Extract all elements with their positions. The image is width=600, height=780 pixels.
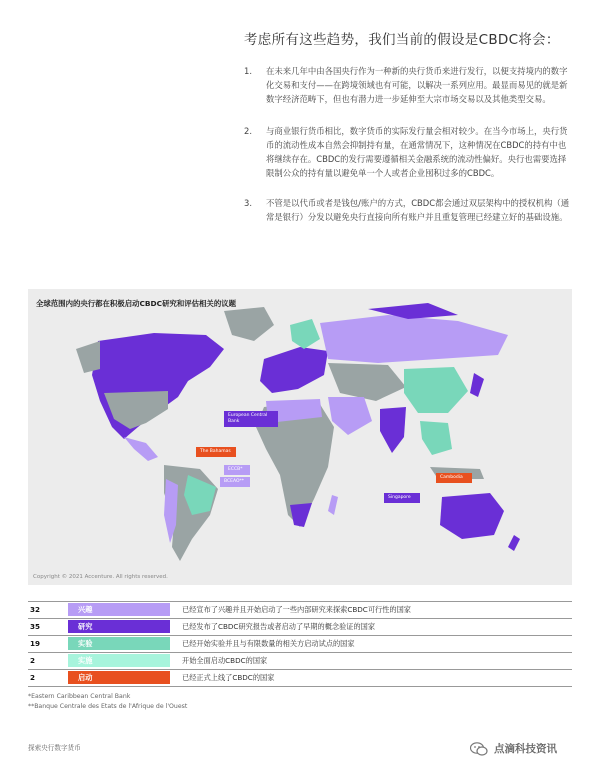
greenland-shape — [224, 307, 274, 341]
point-3 — [244, 196, 574, 224]
singapore-label: Singapore — [384, 493, 420, 503]
legend-table — [28, 601, 572, 687]
point-number: 1. — [244, 66, 252, 76]
cbdc-world-map-panel — [28, 289, 572, 585]
map-title: 全球范围内的央行都在积极启动CBDC研究和评估相关的议题 — [36, 299, 236, 308]
scandinavia-shape — [290, 319, 320, 349]
footnotes — [28, 692, 187, 712]
legend-description: 已经正式上线了CBDC的国家 — [182, 673, 275, 682]
legend-row — [28, 635, 572, 652]
legend-description: 已经宣布了兴趣并且开始启动了一些内部研究来探索CBDC可行性的国家 — [182, 605, 411, 614]
cambodia-label: Cambodia — [436, 473, 472, 483]
russia-shape — [320, 315, 508, 363]
legend-swatch: 实施 — [68, 654, 170, 667]
india-shape — [380, 407, 406, 453]
central-america-shape — [124, 437, 158, 461]
page-heading: 考虑所有这些趋势，我们当前的假设是CBDC将会： — [244, 32, 560, 48]
legend-count: 2 — [30, 656, 36, 665]
legend-description: 已经开始实验并且与有限数量的相关方启动试点的国家 — [182, 639, 355, 648]
point-2 — [244, 124, 574, 180]
point-text: 在未来几年中由各国央行作为一种新的央行货币来进行发行，以便支持境内的数字化交易和支付——在跨境领域也有可能，以解决一系列应用。最显而易见的就是新数字经济范畴下，但也有潜力进一步延伸至大宗市场交易以及其他类型交易。 — [266, 66, 568, 104]
legend-swatch: 启动 — [68, 671, 170, 684]
legend-swatch: 兴趣 — [68, 603, 170, 616]
map-copyright: Copyright © 2021 Accenture. All rights reserved. — [33, 574, 168, 580]
point-number: 2. — [244, 126, 252, 136]
new-zealand-shape — [508, 535, 520, 551]
point-number: 3. — [244, 198, 252, 208]
china-shape — [404, 367, 468, 413]
north-america-shape — [92, 333, 224, 439]
alaska-shape — [76, 341, 100, 373]
footer-section-title: 探索央行数字货币 — [28, 744, 81, 752]
legend-count: 2 — [30, 673, 36, 682]
japan-shape — [470, 373, 484, 397]
legend-row — [28, 652, 572, 669]
europe-shape — [260, 347, 328, 393]
point-1 — [244, 64, 574, 106]
legend-count: 19 — [30, 639, 41, 648]
central-asia-shape — [328, 363, 406, 401]
legend-swatch: 研究 — [68, 620, 170, 633]
south-africa-shape — [290, 503, 312, 527]
footer-brand-text: 点滴科技资讯 — [494, 743, 557, 755]
legend-count: 32 — [30, 605, 41, 614]
ecb-label: European Central Bank — [224, 411, 278, 427]
australia-shape — [440, 493, 504, 539]
legend-row — [28, 618, 572, 635]
legend-description: 已经发布了CBDC研究报告或者启动了早期的概念验证的国家 — [182, 622, 376, 631]
bceao-label: BCEAO** — [220, 477, 250, 487]
footnote-eccb: *Eastern Caribbean Central Bank — [28, 693, 131, 700]
wechat-icon — [470, 742, 488, 756]
madagascar-shape — [328, 495, 338, 515]
se-asia-shape — [420, 421, 452, 455]
footer-wechat-brand — [470, 741, 557, 756]
footnote-bceao: **Banque Centrale des Etats de l'Afrique de l'Ouest — [28, 703, 188, 710]
legend-row — [28, 601, 572, 618]
world-map — [28, 289, 572, 585]
bahamas-label: The Bahamas — [196, 447, 236, 457]
legend-row — [28, 669, 572, 687]
legend-description: 开始全面启动CBDC的国家 — [182, 656, 268, 665]
point-text: 不管是以代币或者是钱包/账户的方式，CBDC都会通过双层架构中的授权机构（通常是银行）分发以避免央行直接向所有账户并且重复管理已经建立好的基础设施。 — [266, 198, 570, 222]
legend-swatch: 实验 — [68, 637, 170, 650]
point-text: 与商业银行货币相比，数字货币的实际发行量会相对较少。在当今市场上，央行货币的流动性成本自然会抑制持有量，在通常情况下，这种情况在CBDC的持有中也将继续存在。CBDC的发行需要遵循相关金融系统的流动性偏好。央行也需要选择限制公众的持有量以避免单一个人或者企业囤积过多的CBDC。 — [266, 126, 568, 178]
eccb-label: ECCB* — [224, 465, 250, 475]
middle-east-shape — [328, 397, 372, 435]
legend-count: 35 — [30, 622, 41, 631]
